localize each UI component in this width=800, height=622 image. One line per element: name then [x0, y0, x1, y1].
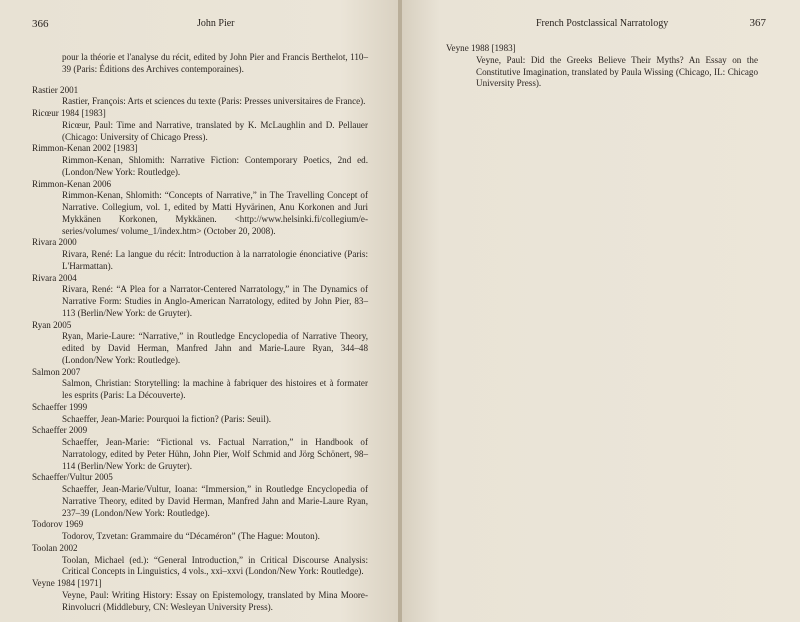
bib-entry-key: Rastier 2001 — [32, 84, 79, 95]
bib-entry — [32, 108, 368, 143]
bib-entry-citation: Rivara, René: “A Plea for a Narrator-Centered Narratology,” in The Dynamics of Narrative Form: Studies in Anglo-American Narratology, edited by John Pier, 83–113 (Berlin/New York: de Gruyter). — [62, 284, 368, 318]
bib-entry — [446, 43, 758, 90]
bib-entry — [32, 143, 368, 178]
bib-entry — [32, 519, 368, 543]
bib-entry — [32, 472, 368, 519]
bib-entry — [32, 179, 368, 238]
bibliography-left — [32, 43, 368, 613]
bib-entry — [32, 425, 368, 472]
bib-entry — [32, 402, 368, 426]
bib-entry-key: Ryan 2005 — [32, 319, 72, 330]
bib-entry-key: Rivara 2004 — [32, 272, 77, 283]
page-number-left: 366 — [32, 18, 49, 30]
bib-entry-citation: Salmon, Christian: Storytelling: la machine à fabriquer des histoires et à formater les esprits (Paris: La Découverte). — [62, 378, 368, 401]
bib-entry-key: Rimmon-Kenan 2002 [1983] — [32, 143, 138, 154]
bib-entry — [32, 367, 368, 402]
running-head-left: John Pier — [197, 18, 235, 29]
running-head-right: French Postclassical Narratology — [536, 18, 669, 29]
bib-entry — [32, 543, 368, 578]
bib-entry-citation: Schaeffer, Jean-Marie/Vultur, Ioana: “Immersion,” in Routledge Encyclopedia of Narrative Theory, edited by David Herman, Manfred Jahn and Marie-Laure Ryan, 237–39 (London/New York: Routledge). — [62, 484, 368, 518]
bib-entry-citation: Rimmon-Kenan, Shlomith: Narrative Fiction: Contemporary Poetics, 2nd ed. (London/New York: Routledge). — [62, 155, 368, 177]
bib-entry-key: Veyne 1988 [1983] — [446, 43, 516, 53]
bib-entry-citation: Rimmon-Kenan, Shlomith: “Concepts of Narrative,” in The Travelling Concept of Narrative. Collegium, vol. 1, edited by Matti Hyvärinen, Anu Korkonen and Juri Mykkänen Korkonen, Mykkänen. <http://www.helsinki.fi/collegium/e-series/volumes/ volume_1/index.htm> (October 20, 2008). — [62, 190, 368, 236]
bib-entry-key: Ricœur 1984 [1983] — [32, 108, 106, 119]
page-number-right: 367 — [749, 17, 766, 29]
bib-entry-citation: Ryan, Marie-Laure: “Narrative,” in Routledge Encyclopedia of Narrative Theory, edited by David Herman, Manfred Jahn and Marie-Laure Ryan, 344–48 (London/New York: Routledge). — [62, 331, 368, 365]
bib-entry-key: Schaeffer/Vultur 2005 — [32, 472, 113, 483]
bib-entry — [32, 273, 368, 320]
bib-entry-key: Veyne 1984 [1971] — [32, 578, 102, 589]
bibliography-right — [446, 43, 758, 90]
book-gutter — [398, 0, 402, 622]
bib-entry-citation: Toolan, Michael (ed.): “General Introduction,” in Critical Discourse Analysis: Critical Concepts in Linguistics, 4 vols., xxi–xxvi (London/New York: Routledge). — [62, 554, 368, 577]
bib-entry-key: Rivara 2000 — [32, 237, 77, 248]
bib-entry-citation: Rivara, René: La langue du récit: Introduction à la narratologie énonciative (Paris: L'Harmattan). — [62, 249, 368, 271]
bib-entry-key: Salmon 2007 — [32, 366, 81, 377]
bib-entry-citation: Schaeffer, Jean-Marie: Pourquoi la fiction? (Paris: Seuil). — [62, 413, 272, 424]
bib-entry — [32, 237, 368, 272]
bib-entry-key: Toolan 2002 — [32, 542, 78, 553]
bib-entry-key: Schaeffer 1999 — [32, 401, 88, 412]
bib-entry-citation: Schaeffer, Jean-Marie: “Fictional vs. Factual Narration,” in Handbook of Narratology, edited by Peter Hühn, John Pier, Wolf Schmid and Jörg Schönert, 98–114 (Berlin/New York: de Gruyter). — [62, 437, 368, 471]
bib-entry — [32, 578, 368, 613]
entry-list-right — [446, 43, 758, 90]
right-page — [400, 0, 800, 622]
bib-entry — [32, 320, 368, 367]
continued-entry: pour la théorie et l'analyse du récit, edited by John Pier and Francis Berthelot, 110–39 (Paris: Éditions des Archives contemporaines). — [62, 52, 368, 74]
bib-entry-citation: Todorov, Tzvetan: Grammaire du “Décaméron” (The Hague: Mouton). — [62, 531, 320, 542]
bib-entry — [32, 85, 368, 109]
bib-entry-citation: Veyne, Paul: Writing History: Essay on Epistemology, translated by Mina Moore-Rinvolucri (Middlebury, CN: Wesleyan University Press). — [62, 589, 368, 612]
bib-entry-key: Schaeffer 2009 — [32, 425, 88, 436]
bib-entry-citation: Veyne, Paul: Did the Greeks Believe Their Myths? An Essay on the Constitutive Imagination, translated by Paula Wissing (Chicago, IL: Chicago University Press). — [476, 54, 758, 89]
bib-entry-citation: Ricœur, Paul: Time and Narrative, translated by K. McLaughlin and D. Pellauer (Chicago: University of Chicago Press). — [62, 119, 368, 142]
entry-list-left — [32, 85, 368, 614]
bib-entry-key: Todorov 1969 — [32, 519, 84, 530]
bib-entry-citation: Rastier, François: Arts et sciences du texte (Paris: Presses universitaires de France). — [62, 96, 366, 107]
bib-entry-key: Rimmon-Kenan 2006 — [32, 178, 112, 189]
